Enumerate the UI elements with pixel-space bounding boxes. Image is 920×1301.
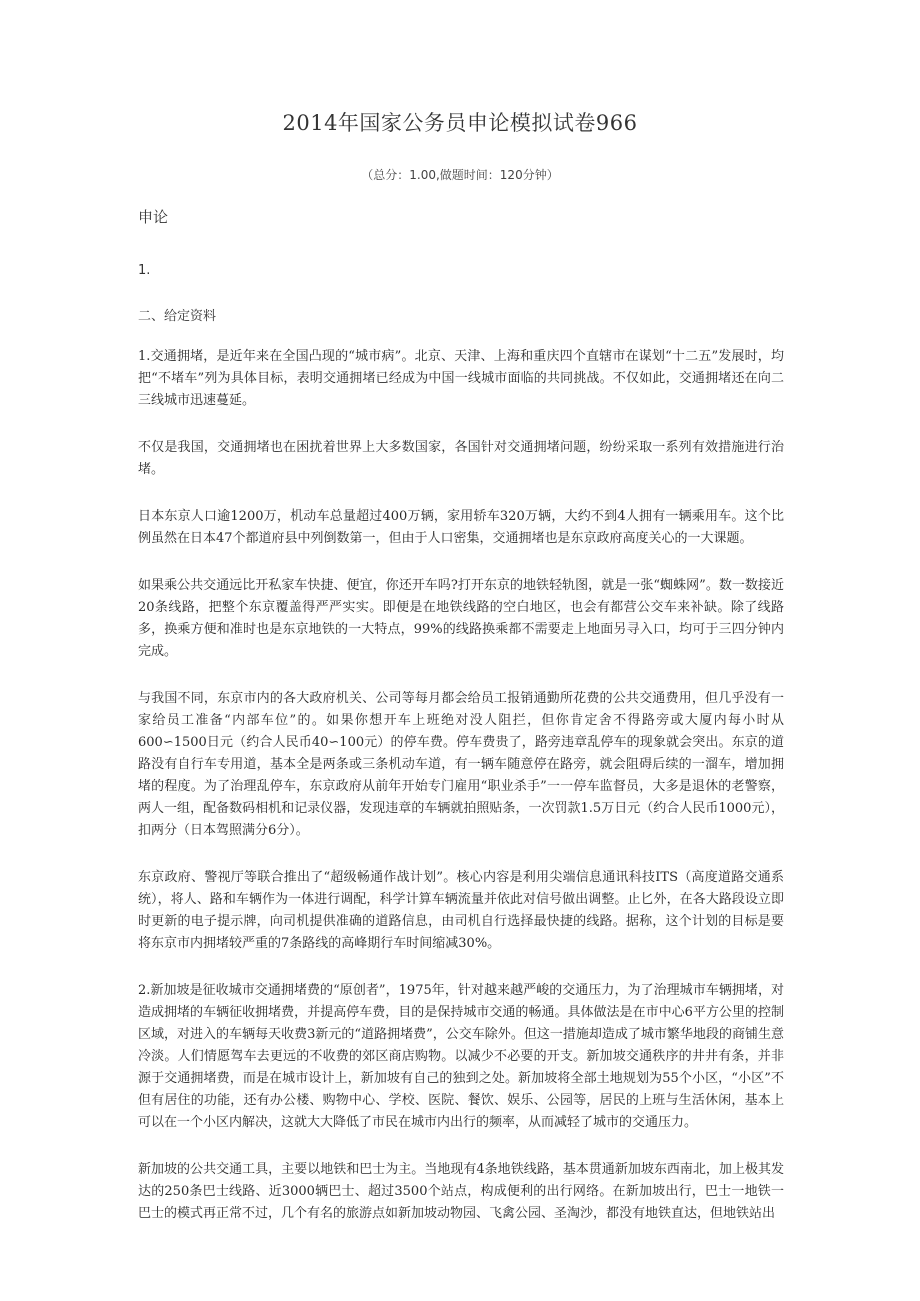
paragraph: 日本东京人口逾1200万，机动车总量超过400万辆，家用轿车320万辆，大约不到4人拥有一辆乘用车。这个比例虽然在日本47个都道府县中列倒数第一，但由于人口密集，交通拥堵也是东京政府高度关心的一大课题。 (138, 509, 784, 546)
material-body (138, 346, 784, 1250)
question-number: 1. (138, 263, 151, 278)
paragraph: 如果乘公共交通远比开私家车快捷、便宜，你还开车吗?打开东京的地铁轻轨图，就是一张“蜘蛛网”。数一数接近20条线路，把整个东京覆盖得严严实实。即便是在地铁线路的空白地区，也会有都营公交车来补缺。除了线路多，换乘方便和准时也是东京地铁的一大特点，99%的线路换乘都不需要走上地面另寻入口，均可于三四分钟内完成。 (138, 578, 784, 659)
section-heading: 申论 (138, 208, 169, 226)
paragraph: 1.交通拥堵，是近年来在全国凸现的“城市病”。北京、天津、上海和重庆四个直辖市在谋划“十二五”发展时，均把“不堵车”列为具体目标，表明交通拥堵已经成为中国一线城市面临的共同挑战。不仅如此，交通拥堵还在向二三线城市迅速蔓延。 (138, 349, 784, 408)
paragraph: 新加坡的公共交通工具，主要以地铁和巴士为主。当地现有4条地铁线路，基本贯通新加坡东西南北，加上极其发达的250条巴士线路、近3000辆巴士、超过3500个站点，构成便利的出行网络。在新加坡出行，巴士一地铁一巴士的模式再正常不过，几个有名的旅游点如新加坡动物园、飞禽公园、圣淘沙，都没有地铁直达，但地铁站出 (138, 1162, 784, 1221)
subheading: 二、给定资料 (138, 309, 217, 324)
paragraph: 2.新加坡是征收城市交通拥堵费的“原创者”，1975年，针对越来越严峻的交通压力，为了治理城市车辆拥堵，对造成拥堵的车辆征收拥堵费，并提高停车费，目的是保持城市交通的畅通。具体做法是在市中心6平方公里的控制区域，对进入的车辆每天收费3新元的“道路拥堵费”，公交车除外。但这一措施却造成了城市繁华地段的商铺生意冷淡。人们情愿驾车去更远的不收费的郊区商店购物。以减少不必要的开支。新加坡交通秩序的井井有条，并非源于交通拥堵费，而是在城市设计上，新加坡有自己的独到之处。新加坡将全部土地规划为55个小区，“小区”不但有居住的功能，还有办公楼、购物中心、学校、医院、餐饮、娱乐、公园等，居民的上班与生活休闲，基本上可以在一个小区内解决，这就大大降低了市民在城市内出行的频率，从而减轻了城市的交通压力。 (138, 983, 784, 1130)
page-title: 2014年国家公务员申论模拟试卷966 (282, 111, 638, 135)
paragraph: 东京政府、警视厅等联合推出了“超级畅通作战计划”。核心内容是利用尖端信息通讯科技ITS（高度道路交通系统），将人、路和车辆作为一体进行调配，科学计算车辆流量并依此对信号做出调整。止匕外，在各大路段设立即时更新的电子提示牌，向司机提供准确的道路信息，由司机自行选择最快捷的线路。据称，这个计划的目标是要将东京市内拥堵较严重的7条路线的高峰期行车时间缩减30%。 (138, 870, 784, 951)
paragraph: 与我国不同，东京市内的各大政府机关、公司等每月都会给员工报销通勤所花费的公共交通费用，但几乎没有一家给员工准备“内部车位”的。如果你想开车上班绝对没人阻拦，但你肯定舍不得路旁或大厦内每小时从600∽1500日元（约合人民币40∽100元）的停车费。停车费贵了，路旁违章乱停车的现象就会突出。东京的道路没有自行车专用道，基本全是两条或三条机动车道，有一辆车随意停在路旁，就会阻碍后续的一溜车，增加拥堵的程度。为了治理乱停车，东京政府从前年开始专门雇用“职业杀手”一一停车监督员，大多是退休的老警察，两人一组，配备数码相机和记录仪器，发现违章的车辆就拍照贴条，一次罚款1.5万日元（约合人民币1000元），扣两分（日本驾照满分6分）。 (138, 691, 784, 838)
exam-meta: （总分：1.00,做题时间：120分钟） (361, 168, 559, 182)
paragraph: 不仅是我国，交通拥堵也在困扰着世界上大多数国家，各国针对交通拥堵问题，纷纷采取一系列有效措施进行治堵。 (138, 440, 784, 477)
